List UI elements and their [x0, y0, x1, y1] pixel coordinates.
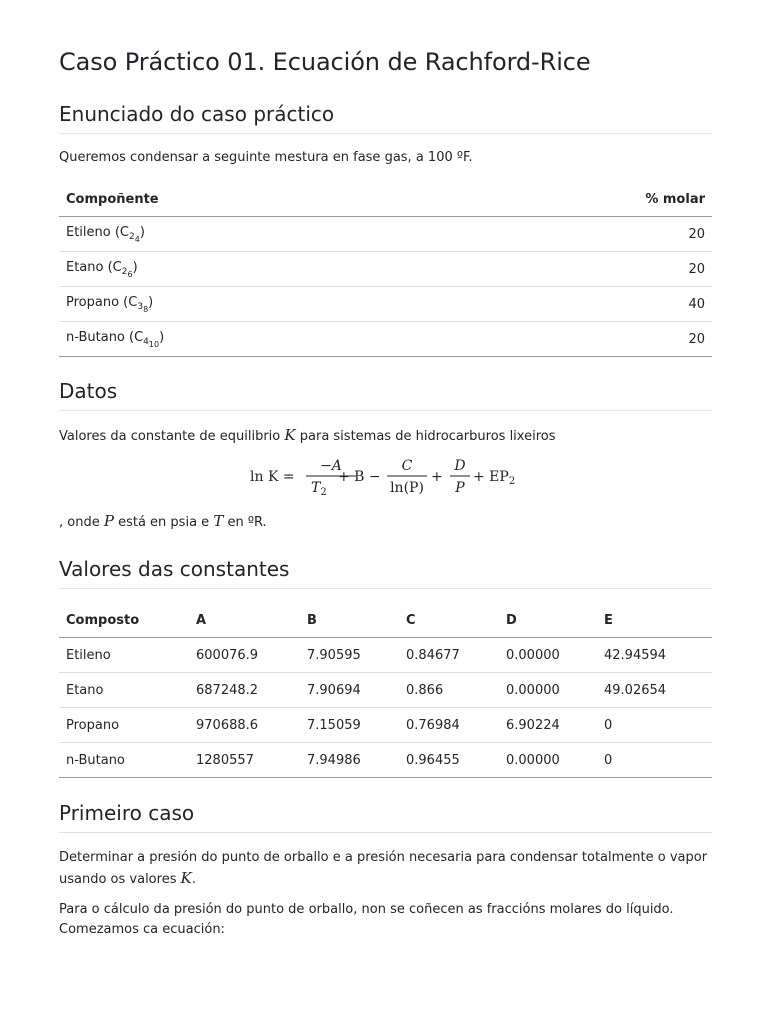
table-cell: Etano: [59, 673, 189, 708]
table-cell: 0.00000: [499, 743, 597, 778]
formula-den-p: P: [455, 480, 465, 496]
formula-den-t: $T_2$: [311, 480, 327, 498]
table-cell: 0: [597, 708, 712, 743]
section-heading-enunciado: Enunciado do caso práctico: [59, 102, 712, 134]
column-header-c: C: [399, 603, 499, 638]
table-row: [59, 217, 712, 252]
section-heading-constantes: Valores das constantes: [59, 557, 712, 589]
table-cell: 970688.6: [189, 708, 300, 743]
molar-value-cell: 20: [453, 217, 712, 252]
table-row: [59, 708, 712, 743]
table-cell: 687248.2: [189, 673, 300, 708]
column-header-a: A: [189, 603, 300, 638]
table-header-row: [59, 182, 712, 217]
formula-den-lnp: ln(P): [390, 480, 424, 496]
table-cell: 6.90224: [499, 708, 597, 743]
formula-plus-b: + B −: [338, 469, 381, 485]
intro-paragraph: Queremos condensar a seguinte mestura en fase gas, a 100 ºF.: [59, 150, 473, 165]
math-var-t: T: [213, 512, 224, 530]
page-title: Caso Práctico 01. Ecuación de Rachford-Rice: [59, 48, 591, 76]
table-cell: 42.94594: [597, 638, 712, 673]
table-cell: 0.866: [399, 673, 499, 708]
table-cell: 0.00000: [499, 638, 597, 673]
molar-value-cell: 40: [453, 287, 712, 322]
column-header-composto: Composto: [59, 603, 189, 638]
formula-lhs: ln K =: [250, 469, 295, 485]
table-cell: Etileno: [59, 638, 189, 673]
table-row: [59, 322, 712, 357]
component-name-cell: Etileno $(C_{2_4})$: [59, 217, 453, 252]
column-header-molar: % molar: [453, 182, 712, 217]
table-row: [59, 743, 712, 778]
dew-point-paragraph: Para o cálculo da presión do punto de orballo, non se coñecen as fraccións molares do líquido. Comezamos ca ecuación:: [59, 902, 674, 937]
table-cell: 7.90595: [300, 638, 399, 673]
first-case-paragraph: Determinar a presión do punto de orballo e a presión necesaria para condensar totalmente o vapor usando os valores K.: [59, 850, 708, 887]
table-cell: Propano: [59, 708, 189, 743]
table-cell: 7.94986: [300, 743, 399, 778]
formula-num-d: D: [454, 458, 466, 474]
column-header-e: E: [597, 603, 712, 638]
math-var-k: K: [180, 869, 192, 887]
formula-tail: + $EP_2$: [473, 469, 516, 487]
math-var-k: K: [284, 426, 296, 444]
composition-table: [59, 182, 712, 357]
constants-table: [59, 603, 712, 778]
molar-value-cell: 20: [453, 322, 712, 357]
table-cell: 7.90694: [300, 673, 399, 708]
table-cell: n-Butano: [59, 743, 189, 778]
formula-plus: +: [431, 469, 443, 485]
table-row: [59, 252, 712, 287]
table-cell: 0.00000: [499, 673, 597, 708]
table-cell: 0.76984: [399, 708, 499, 743]
component-name-cell: Etano $(C_{2_6})$: [59, 252, 453, 287]
table-cell: 1280557: [189, 743, 300, 778]
column-header-component: Compoñente: [59, 182, 453, 217]
table-cell: 0.96455: [399, 743, 499, 778]
component-name-cell: Propano $(C_{3_8})$: [59, 287, 453, 322]
table-header-row: [59, 603, 712, 638]
math-var-p: P: [103, 512, 114, 530]
table-cell: 49.02654: [597, 673, 712, 708]
table-cell: 0: [597, 743, 712, 778]
column-header-d: D: [499, 603, 597, 638]
formula-num-c: C: [401, 458, 413, 474]
table-cell: 600076.9: [189, 638, 300, 673]
equilibrium-formula: [59, 455, 712, 499]
table-row: [59, 287, 712, 322]
units-paragraph: , onde P está en psia e T en ºR.: [59, 512, 267, 530]
equilibrium-paragraph: Valores da constante de equilibrio K para sistemas de hidrocarburos lixeiros: [59, 426, 556, 444]
molar-value-cell: 20: [453, 252, 712, 287]
column-header-b: B: [300, 603, 399, 638]
section-heading-primeiro-caso: Primeiro caso: [59, 801, 712, 833]
table-cell: 7.15059: [300, 708, 399, 743]
section-heading-datos: Datos: [59, 379, 712, 411]
table-cell: 0.84677: [399, 638, 499, 673]
table-row: [59, 638, 712, 673]
formula-num-a: −A: [320, 458, 342, 474]
table-row: [59, 673, 712, 708]
component-name-cell: n-Butano $(C_{4_{10}})$: [59, 322, 453, 357]
